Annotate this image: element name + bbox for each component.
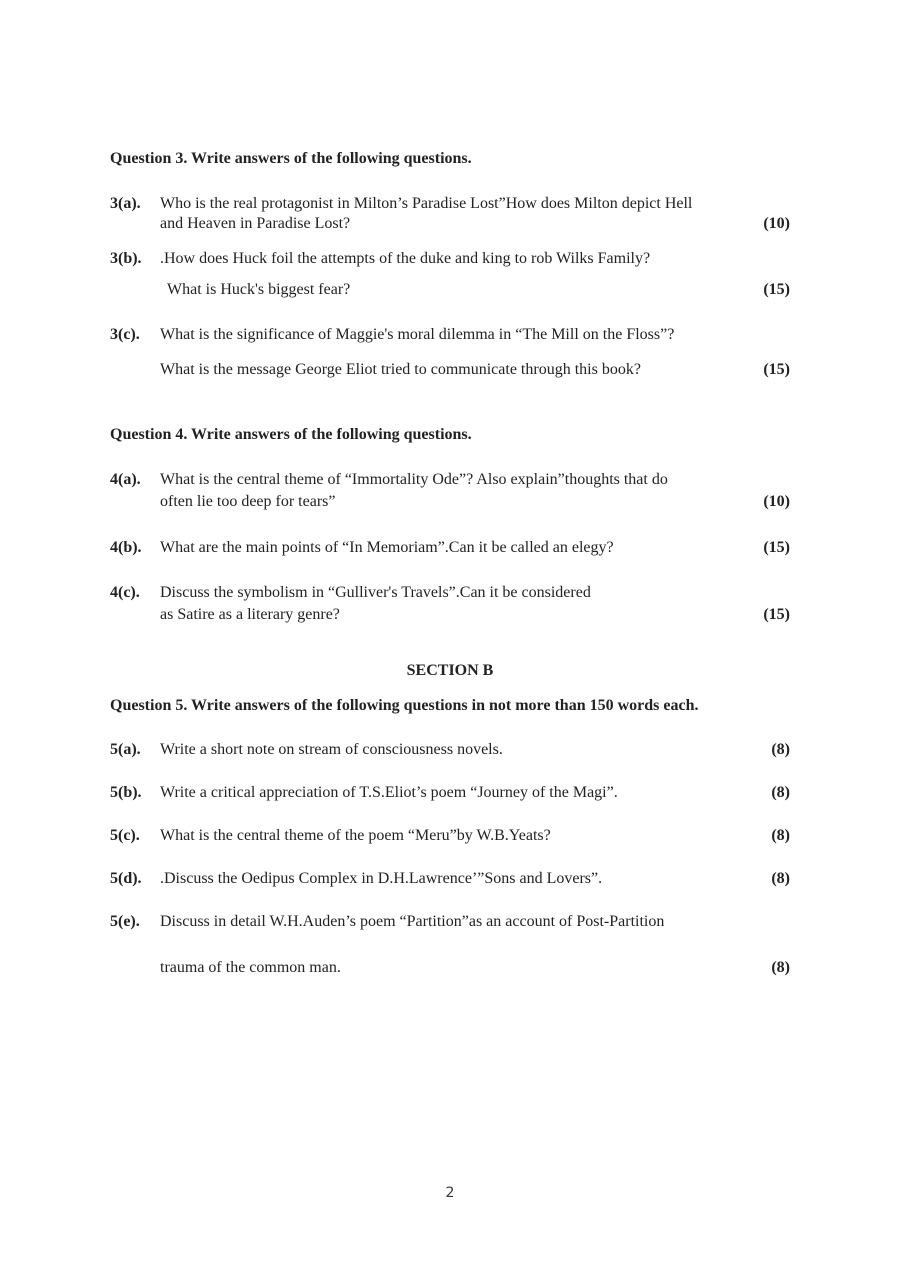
question-4b [110, 537, 790, 561]
question-text-line: .Discuss the Oedipus Complex in D.H.Lawrence’”Sons and Lovers”. [160, 870, 603, 887]
question-text-line: What is the message George Eliot tried to communicate through this book? [160, 361, 641, 378]
question-text-line: trauma of the common man. [160, 959, 341, 976]
question-text-line: What is Huck's biggest fear? [167, 281, 351, 298]
question-5d [110, 868, 790, 892]
question-text-line: often lie too deep for tears” [160, 493, 336, 510]
question-number: 5(a). [110, 741, 141, 758]
question-marks: (15) [763, 606, 790, 623]
question-text-line: as Satire as a literary genre? [160, 606, 340, 623]
question-number: 5(c). [110, 827, 140, 844]
question-4c [110, 582, 790, 628]
question-text-line: What is the central theme of “Immortality Ode”? Also explain”thoughts that do [160, 471, 668, 488]
question-text-line: Discuss in detail W.H.Auden’s poem “Partition”as an account of Post-Partition [160, 913, 665, 930]
question-number: 3(c). [110, 326, 140, 343]
question-number: 3(b). [110, 250, 142, 267]
question-5a [110, 739, 790, 763]
question-number: 4(b). [110, 539, 142, 556]
question-5e [110, 911, 790, 977]
question-marks: (8) [771, 784, 790, 801]
question-marks: (15) [763, 281, 790, 298]
question-number: 3(a). [110, 195, 141, 212]
question-3a [110, 193, 790, 239]
question-5b [110, 782, 790, 806]
question-5-heading: Question 5. Write answers of the following questions in not more than 150 words each. [110, 697, 699, 714]
question-3-heading: Question 3. Write answers of the following questions. [110, 150, 472, 167]
question-marks: (10) [763, 493, 790, 510]
question-marks: (10) [763, 215, 790, 232]
question-text-line: What is the significance of Maggie's moral dilemma in “The Mill on the Floss”? [160, 326, 675, 343]
question-text-line: Write a critical appreciation of T.S.Eliot’s poem “Journey of the Magi”. [160, 784, 618, 801]
section-b-title: SECTION B [406, 662, 494, 679]
question-5c [110, 825, 790, 849]
question-text-line: What is the central theme of the poem “Meru”by W.B.Yeats? [160, 827, 551, 844]
question-number: 4(c). [110, 584, 140, 601]
question-text-line: and Heaven in Paradise Lost? [160, 215, 351, 232]
question-marks: (8) [771, 959, 790, 976]
question-marks: (8) [771, 827, 790, 844]
question-text-line: Discuss the symbolism in “Gulliver's Travels”.Can it be considered [160, 584, 591, 601]
question-number: 5(b). [110, 784, 142, 801]
question-marks: (15) [763, 361, 790, 378]
question-number: 4(a). [110, 471, 141, 488]
question-number: 5(d). [110, 870, 142, 887]
question-text-line: .How does Huck foil the attempts of the duke and king to rob Wilks Family? [160, 250, 651, 267]
page-number: 2 [445, 1185, 455, 1201]
question-marks: (8) [771, 741, 790, 758]
question-4a [110, 469, 790, 515]
question-3c [110, 324, 790, 380]
question-marks: (15) [763, 539, 790, 556]
question-marks: (8) [771, 870, 790, 887]
question-text-line: Write a short note on stream of consciousness novels. [160, 741, 503, 758]
question-number: 5(e). [110, 913, 140, 930]
question-3b [110, 248, 790, 304]
question-text-line: What are the main points of “In Memoriam”.Can it be called an elegy? [160, 539, 614, 556]
question-4-heading: Question 4. Write answers of the following questions. [110, 426, 472, 443]
question-text-line: Who is the real protagonist in Milton’s Paradise Lost”How does Milton depict Hell [160, 195, 693, 212]
